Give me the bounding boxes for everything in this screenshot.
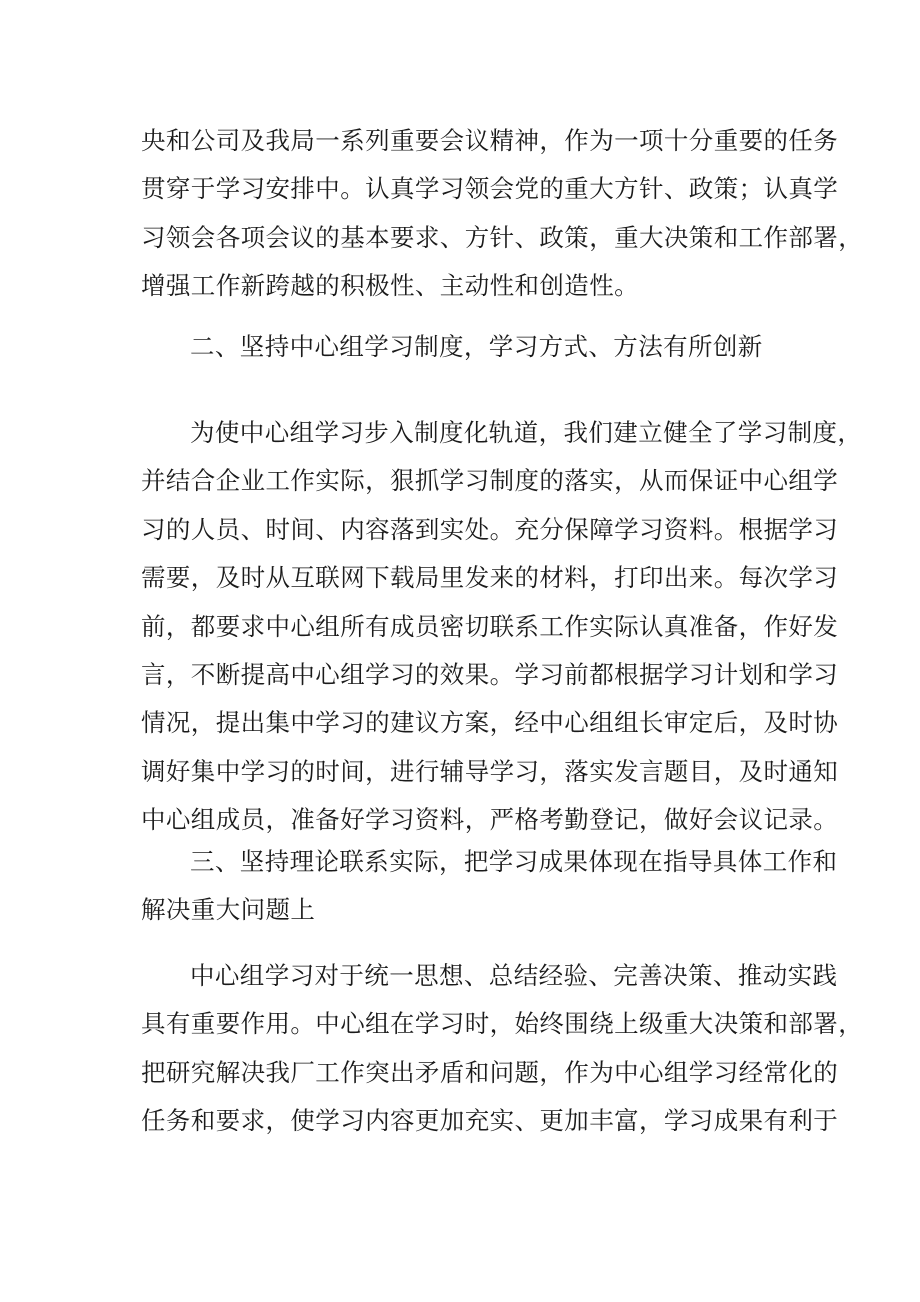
text-line: 中心组学习对于统一思想、总结经验、完善决策、推动实践 <box>190 961 838 990</box>
text-line: 任务和要求，使学习内容更加充实、更加丰富，学习成果有利于 <box>141 1106 839 1136</box>
text-line: 增强工作新跨越的积极性、主动性和创造性。 <box>141 271 639 301</box>
text-line: 需要，及时从互联网下载局里发来的材料，打印出来。每次学习 <box>141 563 839 593</box>
text-line: 情况，提出集中学习的建议方案，经中心组组长审定后，及时协 <box>141 708 839 738</box>
body-paragraph <box>141 952 864 1146</box>
text-line: 习领会各项会议的基本要求、方针、政策，重大决策和工作部署， <box>141 222 864 252</box>
text-line: 解决重大问题上 <box>141 895 316 925</box>
text-line: 三、坚持理论联系实际，把学习成果体现在指导具体工作和 <box>190 847 838 876</box>
text-line: 调好集中学习的时间，进行辅导学习，落实发言题目，及时通知 <box>141 756 839 786</box>
body-paragraph <box>141 409 863 845</box>
text-line: 二、坚持中心组学习制度，学习方式、方法有所创新 <box>190 332 763 361</box>
text-line: 习的人员、时间、内容落到实处。充分保障学习资料。根据学习 <box>141 514 839 544</box>
text-line: 并结合企业工作实际，狠抓学习制度的落实，从而保证中心组学 <box>141 466 839 496</box>
text-line: 贯穿于学习安排中。认真学习领会党的重大方针、政策；认真学 <box>141 174 839 204</box>
text-line: 央和公司及我局一系列重要会议精神，作为一项十分重要的任务 <box>141 126 839 155</box>
section-heading <box>141 323 781 371</box>
text-line: 为使中心组学习步入制度化轨道，我们建立健全了学习制度， <box>190 418 863 447</box>
text-line: 把研究解决我厂工作突出矛盾和问题，作为中心组学习经常化的 <box>141 1057 839 1087</box>
section-heading <box>141 838 838 935</box>
text-line: 前，都要求中心组所有成员密切联系工作实际认真准备，作好发 <box>141 611 839 641</box>
text-line: 中心组成员，准备好学习资料，严格考勤登记，做好会议记录。 <box>141 805 839 835</box>
text-line: 具有重要作用。中心组在学习时，始终围绕上级重大决策和部署， <box>141 1009 864 1039</box>
text-line: 言，不断提高中心组学习的效果。学习前都根据学习计划和学习 <box>141 660 839 690</box>
body-paragraph <box>141 117 864 311</box>
